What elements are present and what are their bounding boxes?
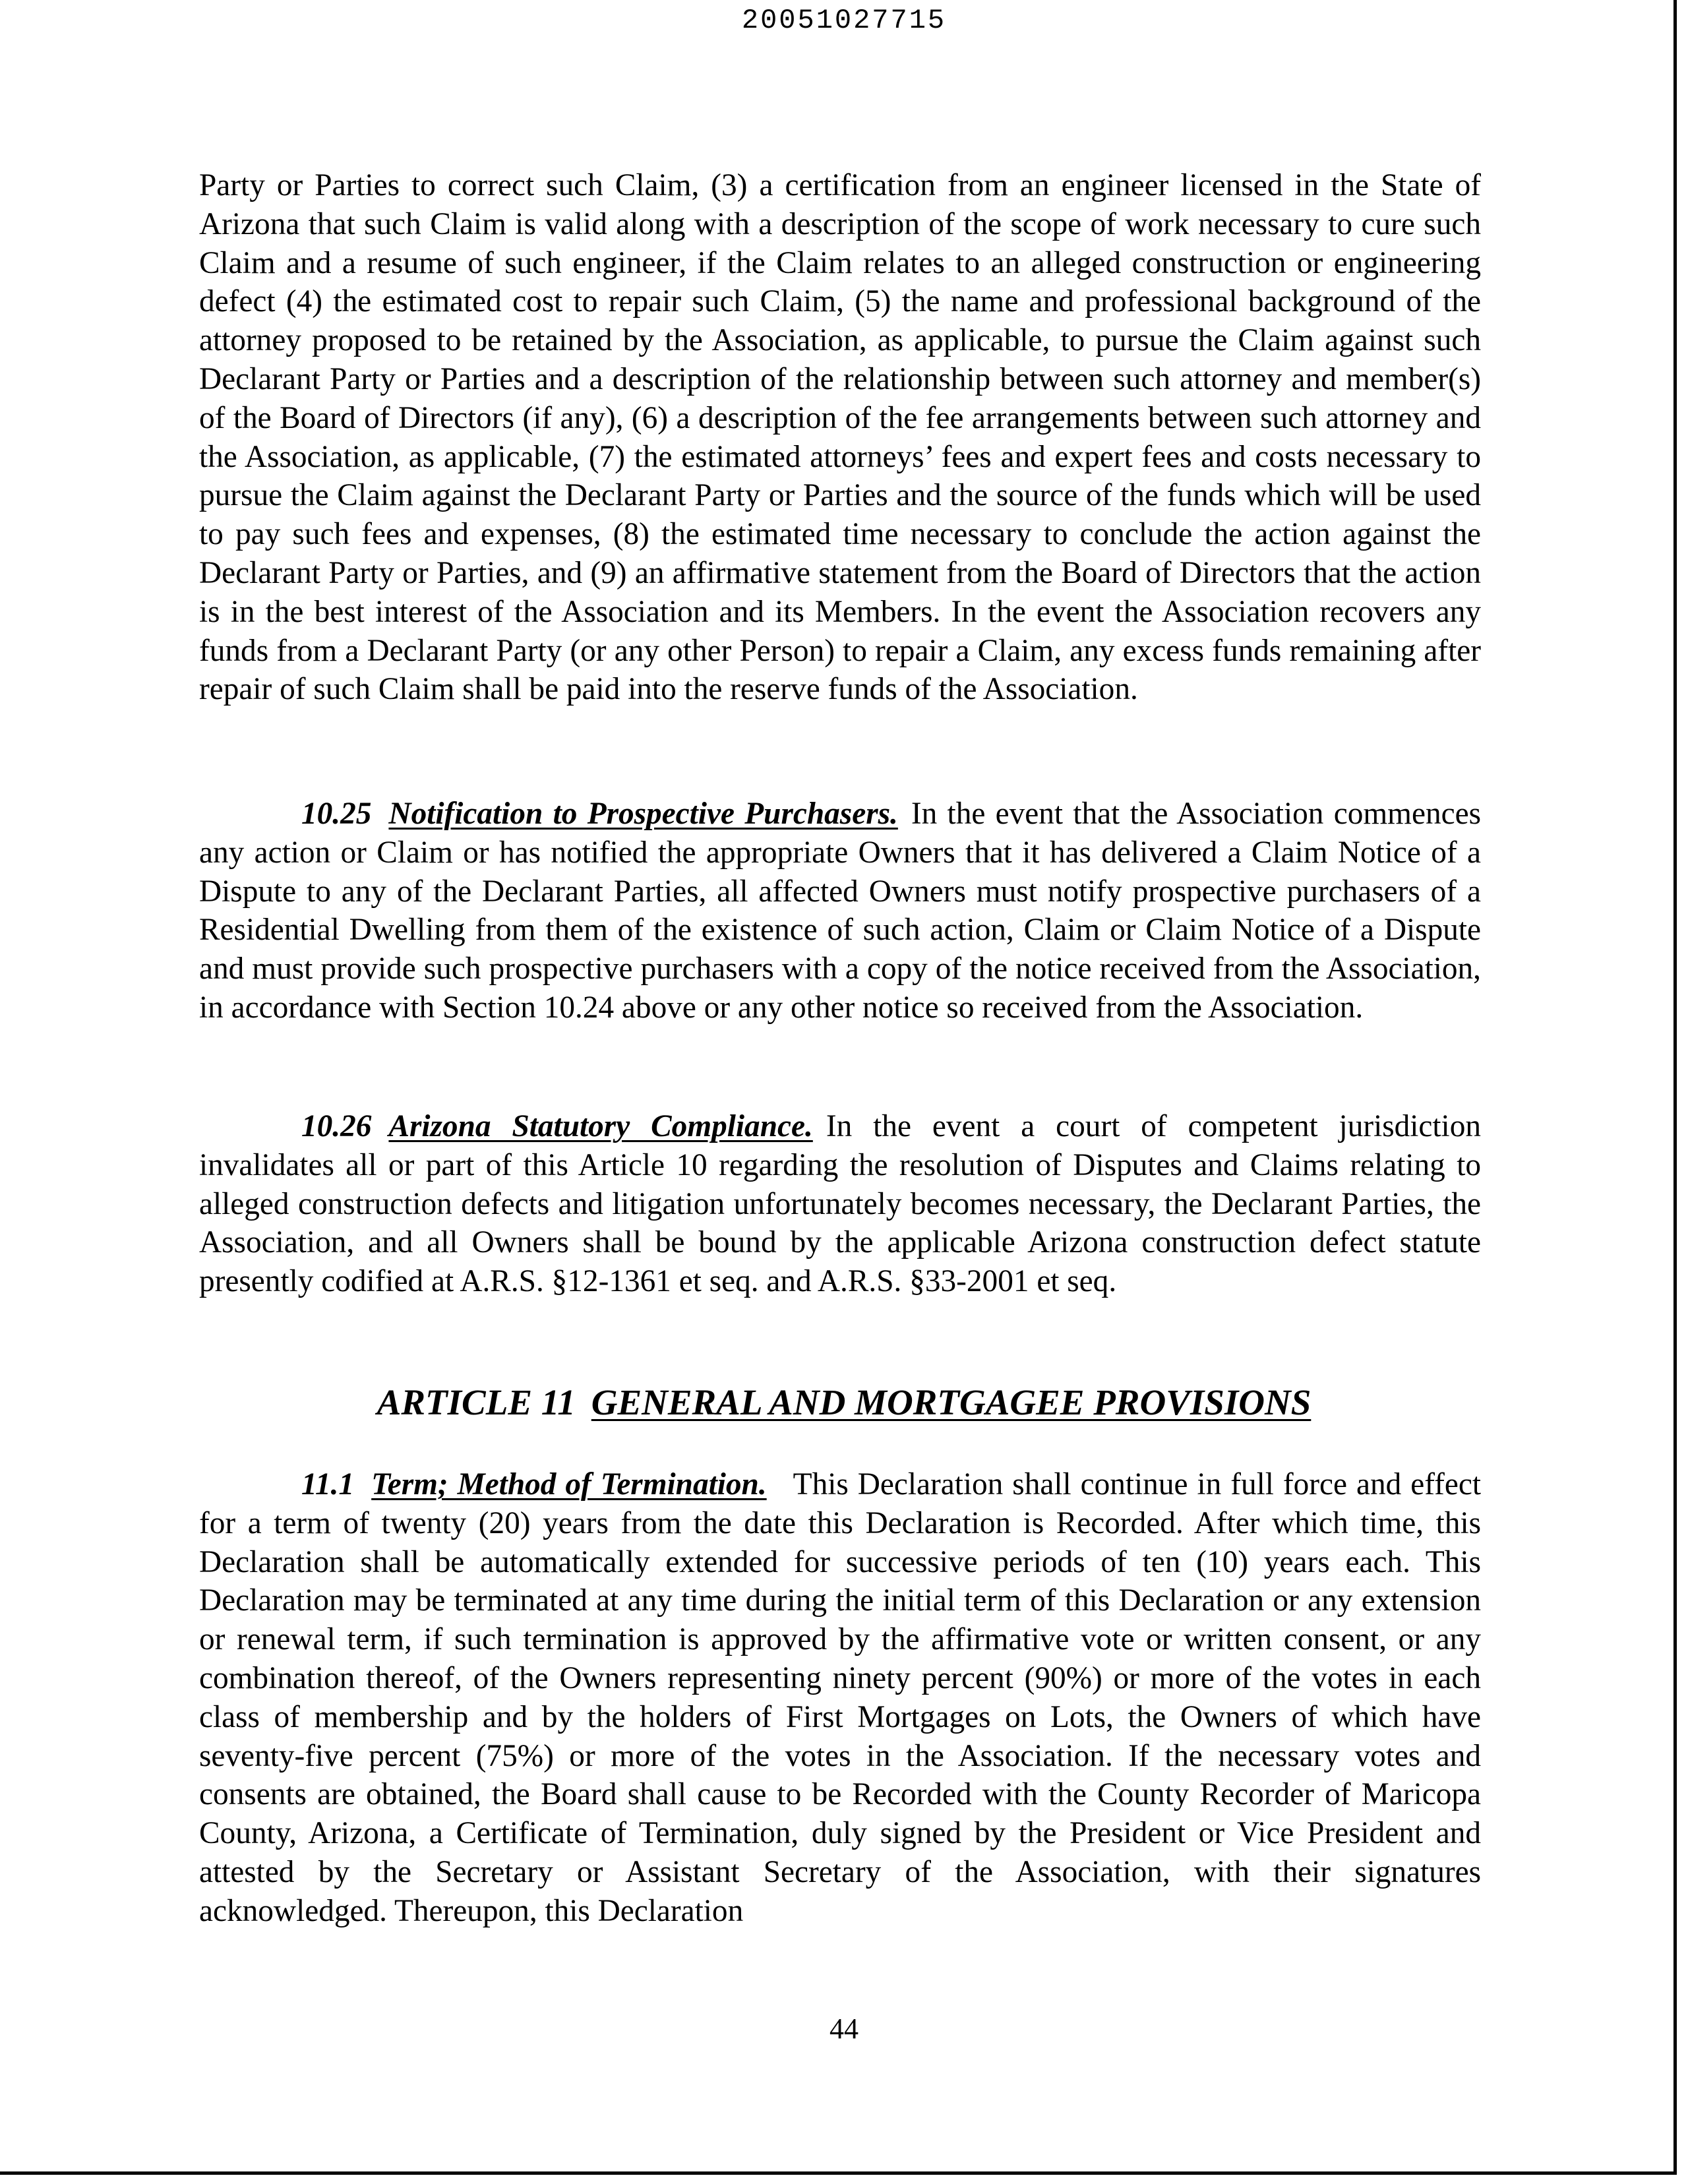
scan-edge-bottom [0, 2171, 1677, 2175]
section-number: 10.26 [301, 1109, 372, 1143]
continuation-paragraph: Party or Parties to correct such Claim, (3) a certification from an engineer licensed in the State of Arizona that such Claim is valid along with a description of the scope of work necessary to cure such Claim and a resume of such engineer, if the Claim relates to an alleged construction or engineering defect (4) the estimated cost to repair such Claim, (5) the name and professional background of the attorney proposed to be retained by the Association, as applicable, to pursue the Claim against such Declarant Party or Parties and a description of the relationship between such attorney and member(s) of the Board of Directors (if any), (6) a description of the fee arrangements between such attorney and the Association, as applicable, (7) the estimated attorneys’ fees and expert fees and costs necessary to pursue the Claim against the Declarant Party or Parties and the source of the funds which will be used to pay such fees and expenses, (8) the estimated time necessary to conclude the action against the Declarant Party or Parties, and (9) an affirmative statement from the Board of Directors that the action is in the best interest of the Association and its Members. In the event the Association recovers any funds from a Declarant Party (or any other Person) to repair a Claim, any excess funds remaining after repair of such Claim shall be paid into the reserve funds of the Association. [199, 168, 1481, 707]
section-title: Term; Method of Termination. [371, 1467, 767, 1502]
scan-edge-right [1673, 0, 1677, 2175]
recording-number: 20051027715 [741, 5, 947, 36]
article-title: GENERAL AND MORTGAGEE PROVISIONS [591, 1382, 1311, 1422]
section-11-1 [199, 1465, 1481, 1931]
article-label: ARTICLE 11 [377, 1382, 576, 1422]
section-10-25 [199, 795, 1481, 1027]
section-title: Notification to Prospective Purchasers. [388, 797, 898, 831]
section-body: In the event that the Association commences any action or Claim or has notified the appropriate Owners that it has delivered a Claim Notice of a Dispute to any of the Declarant Parties, all affected Owners must notify prospective purchasers of a Residential Dwelling from them of the existence of such action, Claim or Claim Notice of a Dispute and must provide such prospective purchasers with a copy of the notice received from the Association, in accordance with Section 10.24 above or any other notice so received from the Association. [199, 797, 1481, 1025]
section-number: 10.25 [301, 797, 372, 831]
section-body: In the event a court of competent jurisdiction invalidates all or part of this Article 10 regarding the resolution of Disputes and Claims relating to alleged construction defects and litigation unfortunately becomes necessary, the Declarant Parties, the Association, and all Owners shall be bound by the applicable Arizona construction defect statute presently codified at A.R.S. §12-1361 et seq. and A.R.S. §33-2001 et seq. [199, 1109, 1481, 1299]
article-heading [0, 1380, 1688, 1425]
section-10-26 [199, 1107, 1481, 1301]
section-number: 11.1 [301, 1467, 355, 1502]
section-body: This Declaration shall continue in full force and effect for a term of twenty (20) years from the date this Declaration is Recorded. After which time, this Declaration shall be automatically extended for successive periods of ten (10) years each. This Declaration may be terminated at any time during the initial term of this Declaration or any extension or renewal term, if such termination is approved by the affirmative vote or written consent, or any combination thereof, of the Owners representing ninety percent (90%) or more of the votes in each class of membership and by the holders of First Mortgages on Lots, the Owners of which have seventy-five percent (75%) or more of the votes in the Association. If the necessary votes and consents are obtained, the Board shall cause to be Recorded with the County Recorder of Maricopa County, Arizona, a Certificate of Termination, duly signed by the President or Vice President and attested by the Secretary or Assistant Secretary of the Association, with their signatures acknowledged. Thereupon, this Declaration [199, 1467, 1481, 1928]
section-title: Arizona Statutory Compliance. [388, 1109, 813, 1143]
page-number: 44 [829, 2013, 859, 2045]
